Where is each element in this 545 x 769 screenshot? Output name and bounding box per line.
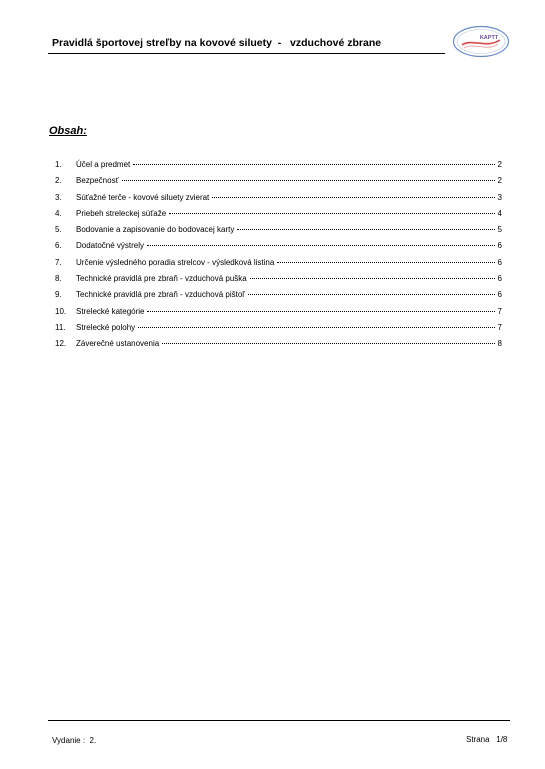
toc-entry[interactable] [55,225,502,241]
toc-entry[interactable] [55,160,502,176]
toc-entry[interactable] [55,323,502,339]
toc-dot-leader [133,164,494,165]
toc-entry-page: 6 [497,241,502,251]
toc-entry-title: Dodatočné výstrely [76,241,145,251]
toc-entry-page: 8 [497,339,502,349]
toc-entry-title: Bodovanie a zapisovanie do bodovacej karty [76,225,235,235]
toc-entry-number: 12. [55,339,67,349]
toc-entry-title: Bezpečnosť [76,176,119,186]
toc-dot-leader [147,245,495,246]
toc-entry-title: Určenie výsledného poradia strelcov - výsledková listina [76,257,275,267]
toc-entry-page: 5 [497,225,502,235]
toc-entry[interactable] [55,176,502,192]
toc-entry[interactable] [55,209,502,225]
toc-entry-title: Súťažné terče - kovové siluety zvierat [76,192,210,202]
toc-entry-page: 6 [497,257,502,267]
toc-entry-number: 9. [55,290,62,300]
toc-entry[interactable] [55,290,502,306]
toc-entry-title: Záverečné ustanovenia [76,339,160,349]
toc-entry[interactable] [55,241,502,257]
table-of-contents [55,160,502,356]
toc-entry-title: Strelecké polohy [76,322,136,332]
document-title: Pravidlá športovej streľby na kovové siluety - vzduchové zbrane [52,37,382,49]
toc-dot-leader [147,311,494,312]
logo-oval [454,27,509,57]
toc-entry-number: 11. [55,322,66,332]
toc-entry-page: 2 [497,176,502,186]
toc-entry[interactable] [55,258,502,274]
toc-entry-title: Strelecké kategórie [76,306,145,316]
toc-entry-number: 10. [55,306,67,316]
toc-entry-number: 3. [55,192,62,202]
toc-heading: Obsah: [49,125,87,137]
edition-label: Vydanie : 2. [52,736,97,745]
page-number: Strana 1/8 [466,735,508,744]
toc-entry-title: Technické pravidlá pre zbraň - vzduchová pištoľ [76,290,245,300]
toc-entry-number: 4. [55,208,62,218]
toc-entry[interactable] [55,274,502,290]
header-divider [48,53,445,54]
toc-entry-number: 2. [55,176,62,186]
toc-entry-number: 1. [55,160,62,169]
toc-entry-page: 6 [497,274,502,284]
toc-entry-title: Účel a predmet [76,160,131,169]
toc-dot-leader [122,180,495,181]
toc-entry-number: 8. [55,274,62,284]
logo-text: KAPTT [479,35,499,41]
toc-dot-leader [169,213,494,214]
toc-dot-leader [248,294,495,295]
toc-entry[interactable] [55,339,502,355]
toc-dot-leader [237,229,494,230]
toc-entry-page: 2 [497,160,502,169]
toc-entry[interactable] [55,193,502,209]
toc-entry-title: Technické pravidlá pre zbraň - vzduchová puška [76,274,247,284]
toc-entry-page: 7 [497,322,502,332]
toc-entry-number: 7. [55,257,62,267]
toc-entry[interactable] [55,307,502,323]
toc-dot-leader [162,343,494,344]
toc-entry-page: 4 [497,208,502,218]
toc-dot-leader [138,327,494,328]
toc-entry-number: 6. [55,241,62,251]
club-logo [452,25,510,58]
toc-dot-leader [250,278,495,279]
toc-entry-page: 3 [497,192,502,202]
toc-entry-page: 6 [497,290,502,300]
toc-dot-leader [277,262,494,263]
toc-dot-leader [212,197,494,198]
toc-entry-page: 7 [497,306,502,316]
toc-entry-number: 5. [55,225,62,235]
footer-divider [48,720,510,721]
toc-entry-title: Priebeh streleckej súťaže [76,208,167,218]
